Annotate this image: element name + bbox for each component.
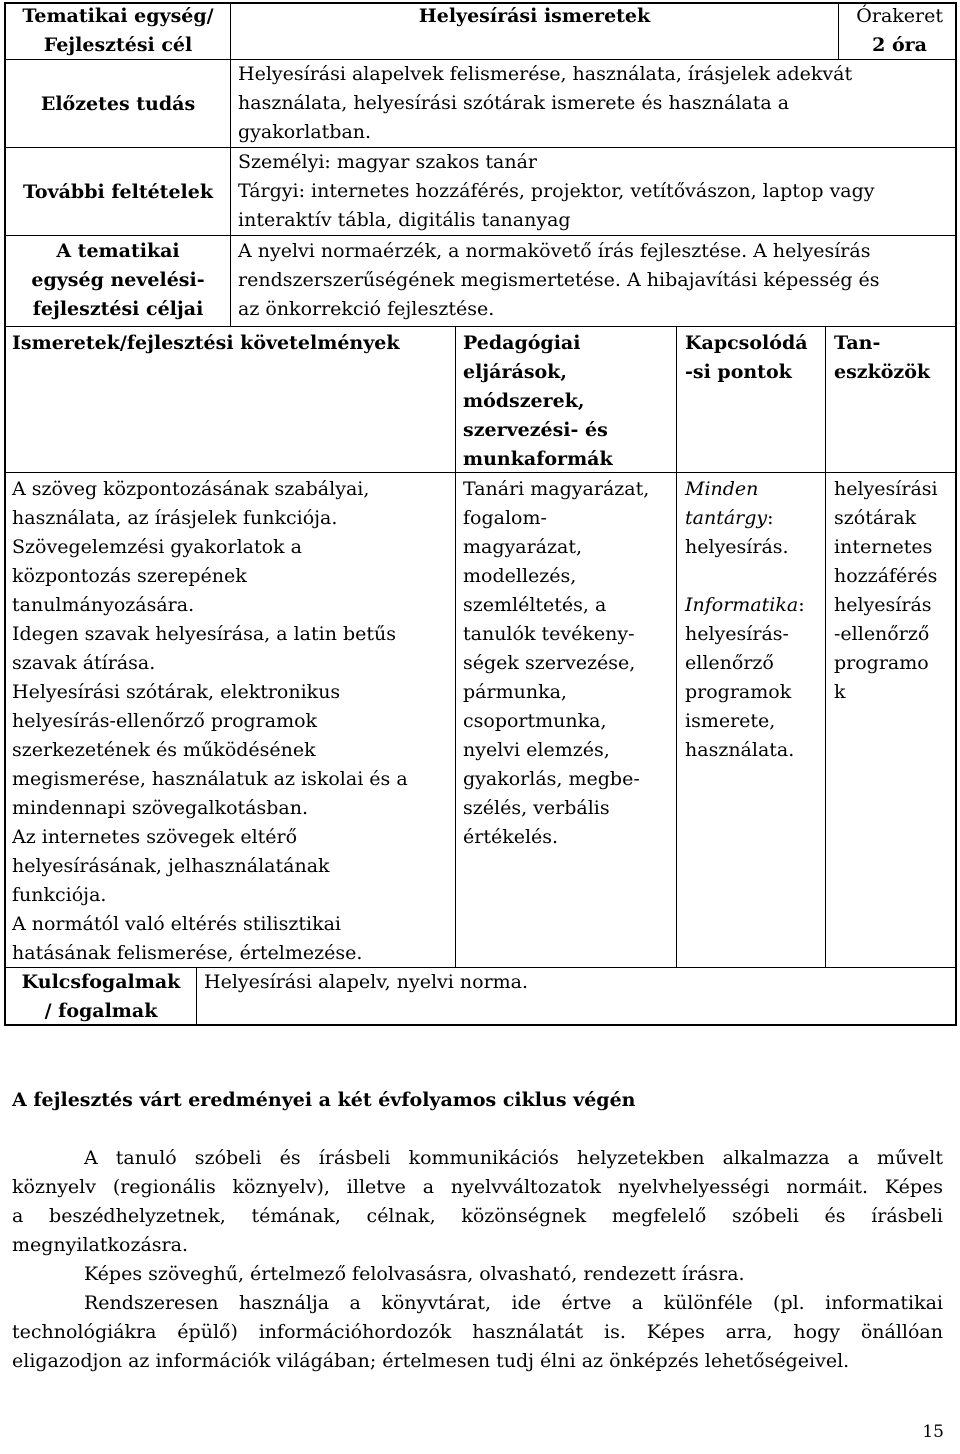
outcomes-paragraph-2: Képes szöveghű, értelmező felolvasásra, olvasható, rendezett írásra. bbox=[84, 1263, 745, 1285]
col-header-links: Kapcsolódá -si pontok bbox=[685, 332, 808, 383]
links-cell: Minden tantárgy: helyesírás. Informatika: helyesírás- ellenőrző programok ismerete, használata. bbox=[685, 478, 805, 761]
row-divider bbox=[4, 326, 957, 327]
page-number: 15 bbox=[922, 1422, 944, 1442]
prior-label: Előzetes tudás bbox=[40, 93, 196, 115]
tools-cell: helyesírási szótárak internetes hozzáférés helyesírás -ellenőrző programo k bbox=[834, 478, 938, 703]
header-hours-label: Órakeret bbox=[856, 5, 943, 27]
col-divider bbox=[196, 967, 197, 1025]
outcomes-paragraph-1: A tanuló szóbeli és írásbeli kommunikációs helyzetekben alkalmazza a művelt köznyelv (regionális köznyelv), illetve a nyelvváltozatok nyelvhelyességi normáit. Képes a beszédhelyzetnek, témának, célnak, közönségnek megfelelő szóbeli és írásbeli megnyilatkozásra. bbox=[12, 1147, 943, 1256]
col-divider bbox=[676, 326, 677, 968]
table-border-left bbox=[4, 2, 6, 1026]
goals-text: A nyelvi normaérzék, a normakövető írás fejlesztése. A helyesírás rendszerszerűségének megismertetése. A hibajavítási képesség és az önkorrekció fejlesztése. bbox=[238, 240, 880, 320]
row-divider bbox=[4, 235, 957, 236]
conditions-text: Személyi: magyar szakos tanár Tárgyi: internetes hozzáférés, projektor, vetítővászon, laptop vagy interaktív tábla, digitális tananyag bbox=[238, 151, 875, 231]
col-header-methods: Pedagógiai eljárások, módszerek, szervezési- és munkaformák bbox=[463, 332, 613, 470]
keywords-label: Kulcsfogalmak / fogalmak bbox=[21, 971, 181, 1022]
outcomes-heading: A fejlesztés várt eredményei a két évfolyamos ciklus végén bbox=[12, 1089, 636, 1111]
header-hours-value: 2 óra bbox=[872, 34, 927, 56]
prior-text: Helyesírási alapelvek felismerése, használata, írásjelek adekvát használata, helyesírási szótárak ismerete és használata a gyakorlatban. bbox=[238, 63, 853, 143]
col-divider bbox=[455, 326, 456, 968]
col-divider bbox=[825, 326, 826, 968]
col-divider bbox=[230, 2, 231, 327]
methods-cell: Tanári magyarázat, fogalom- magyarázat, modellezés, szemléltetés, a tanulók tevékeny- ségek szervezése, pármunka, csoportmunka, nyelvi elemzés, gyakorlás, megbe- szélés, verbális értékelés. bbox=[463, 478, 650, 848]
knowledge-cell: A szöveg központozásának szabályai, használata, az írásjelek funkciója. Szövegelemzési gyakorlatok a központozás szerepének tanulmányozására. Idegen szavak helyesírása, a latin betűs szavak átírása. Helyesírási szótárak, elektronikus helyesírás-ellenőrző programok szerkezetének és működésének megismerése, használatuk az iskolai és a mindennapi szövegalkotásban. Az internetes szövegek eltérő helyesírásának, jelhasználatának funkciója. A normától való eltérés stilisztikai hatásának felismerése, értelmezése. bbox=[12, 478, 408, 964]
header-unit-label: Tematikai egység/ Fejlesztési cél bbox=[22, 5, 214, 56]
goals-label: A tematikai egység nevelési- fejlesztési céljai bbox=[31, 240, 205, 320]
table-border-right bbox=[955, 2, 957, 1026]
col-header-knowledge: Ismeretek/fejlesztési követelmények bbox=[12, 332, 400, 354]
col-header-tools: Tan- eszközök bbox=[834, 332, 931, 383]
header-title: Helyesírási ismeretek bbox=[418, 5, 651, 27]
outcomes-paragraph-3: Rendszeresen használja a könyvtárat, ide értve a különféle (pl. informatikai technológiákra épülő) információhordozók használatát is. Képes arra, hogy önállóan eligazodjon az információk világában; értelmesen tudj élni az önképzés lehetőségeivel. bbox=[12, 1292, 943, 1372]
keywords-value: Helyesírási alapelv, nyelvi norma. bbox=[204, 971, 529, 993]
conditions-label: További feltételek bbox=[22, 181, 214, 203]
